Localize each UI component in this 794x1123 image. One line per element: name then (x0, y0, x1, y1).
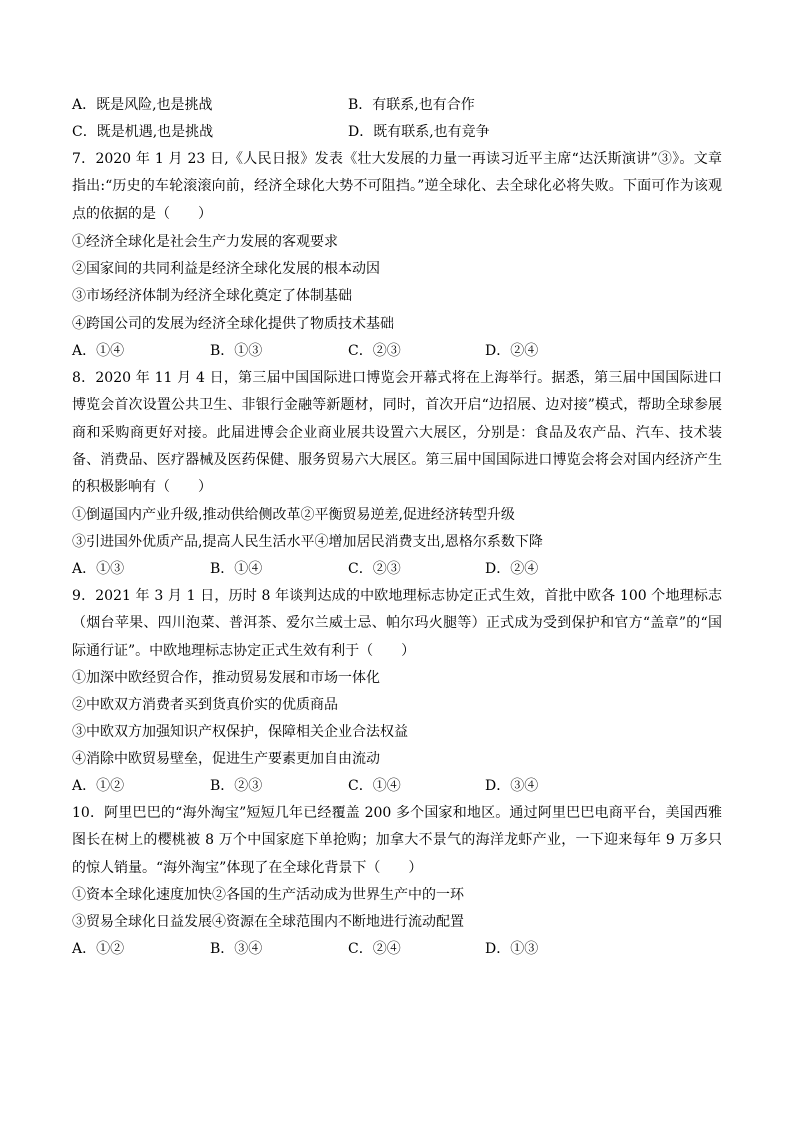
q9-item-2: ②中欧双方消费者买到货真价实的优质商品 (72, 697, 338, 713)
q9-option-a: A．①② (72, 778, 125, 794)
q6-option-b: B．有联系,也有合作 (348, 97, 475, 113)
q10-stem: 10．阿里巴巴的“海外淘宝”短短几年已经覆盖 200 多个国家和地区。通过阿里巴巴电商平台，美国西雅图长在树上的樱桃被 8 万个中国家庭下单抢购；加拿大不景气的海洋龙虾产业，一下迎来每年 9 万多只的惊人销量。“海外淘宝”体现了在全球化背景下（ ） (72, 805, 722, 876)
q6-option-d: D．既有联系,也有竞争 (348, 124, 490, 140)
q8-option-b: B．①④ (210, 561, 263, 577)
q9-option-c: C．①④ (348, 778, 401, 794)
q6-option-c: C．既是机遇,也是挑战 (72, 124, 214, 140)
q10-option-c: C．②④ (348, 941, 401, 957)
q9-item-1: ①加深中欧经贸合作，推动贸易发展和市场一体化 (72, 670, 380, 686)
q8-option-d: D．②④ (485, 561, 539, 577)
q9-stem: 9．2021 年 3 月 1 日，历时 8 年谈判达成的中欧地理标志协定正式生效，首批中欧各 100 个地理标志（烟台苹果、四川泡菜、普洱茶、爱尔兰威士忌、帕尔玛火腿等）正式成为受到保护和官方“盖章”的“国际通行证”。中欧地理标志协定正式生效有利于（ ） (72, 588, 722, 659)
q8-option-a: A．①③ (72, 561, 125, 577)
q7-option-c: C．②③ (348, 343, 401, 359)
q8-stem: 8．2020 年 11 月 4 日，第三届中国国际进口博览会开幕式将在上海举行。据悉，第三届中国国际进口博览会首次设置公共卫生、非银行金融等新题材，同时，首次开启“边招展、边对接”模式，帮助全球参展商和采购商更好对接。此届进博会企业商业展共设置六大展区，分别是：食品及农产品、汽车、技术装备、消费品、医疗器械及医药保健、服务贸易六大展区。第三届中国国际进口博览会将会对国内经济产生的积极影响有（ ） (72, 370, 722, 496)
q8-item-2: ③引进国外优质产品,提高人民生活水平④增加居民消费支出,恩格尔系数下降 (72, 534, 543, 550)
q7-item-3: ③市场经济体制为经济全球化奠定了体制基础 (72, 288, 352, 304)
q9-item-3: ③中欧双方加强知识产权保护，保障相关企业合法权益 (72, 724, 408, 740)
q10-item-1: ①资本全球化速度加快②各国的生产活动成为世界生产中的一环 (72, 887, 464, 903)
q9-option-d: D．③④ (485, 778, 539, 794)
q10-option-d: D．①③ (485, 941, 539, 957)
q7-item-4: ④跨国公司的发展为经济全球化提供了物质技术基础 (72, 316, 394, 332)
q10-option-a: A．①② (72, 941, 125, 957)
q9-option-b: B．②③ (210, 778, 263, 794)
q7-option-d: D．②④ (485, 343, 539, 359)
q7-option-b: B．①③ (210, 343, 263, 359)
q7-item-1: ①经济全球化是社会生产力发展的客观要求 (72, 234, 338, 250)
q10-item-2: ③贸易全球化日益发展④资源在全球范围内不断地进行流动配置 (72, 914, 464, 930)
q10-option-b: B．③④ (210, 941, 263, 957)
q7-item-2: ②国家间的共同利益是经济全球化发展的根本动因 (72, 261, 380, 277)
q8-item-1: ①倒逼国内产业升级,推动供给侧改革②平衡贸易逆差,促进经济转型升级 (72, 507, 515, 523)
q8-option-c: C．②③ (348, 561, 401, 577)
q6-option-a: A．既是风险,也是挑战 (72, 97, 213, 113)
q7-option-a: A．①④ (72, 343, 125, 359)
q7-stem: 7．2020 年 1 月 23 日,《人民日报》发表《壮大发展的力量一再读习近平主席“达沃斯演讲”③》。文章指出:“历史的车轮滚滚向前，经济全球化大势不可阻挡。”逆全球化、去全球化必将失败。下面可作为该观点的依据的是（ ） (72, 151, 722, 222)
q9-item-4: ④消除中欧贸易壁垒，促进生产要素更加自由流动 (72, 751, 380, 767)
